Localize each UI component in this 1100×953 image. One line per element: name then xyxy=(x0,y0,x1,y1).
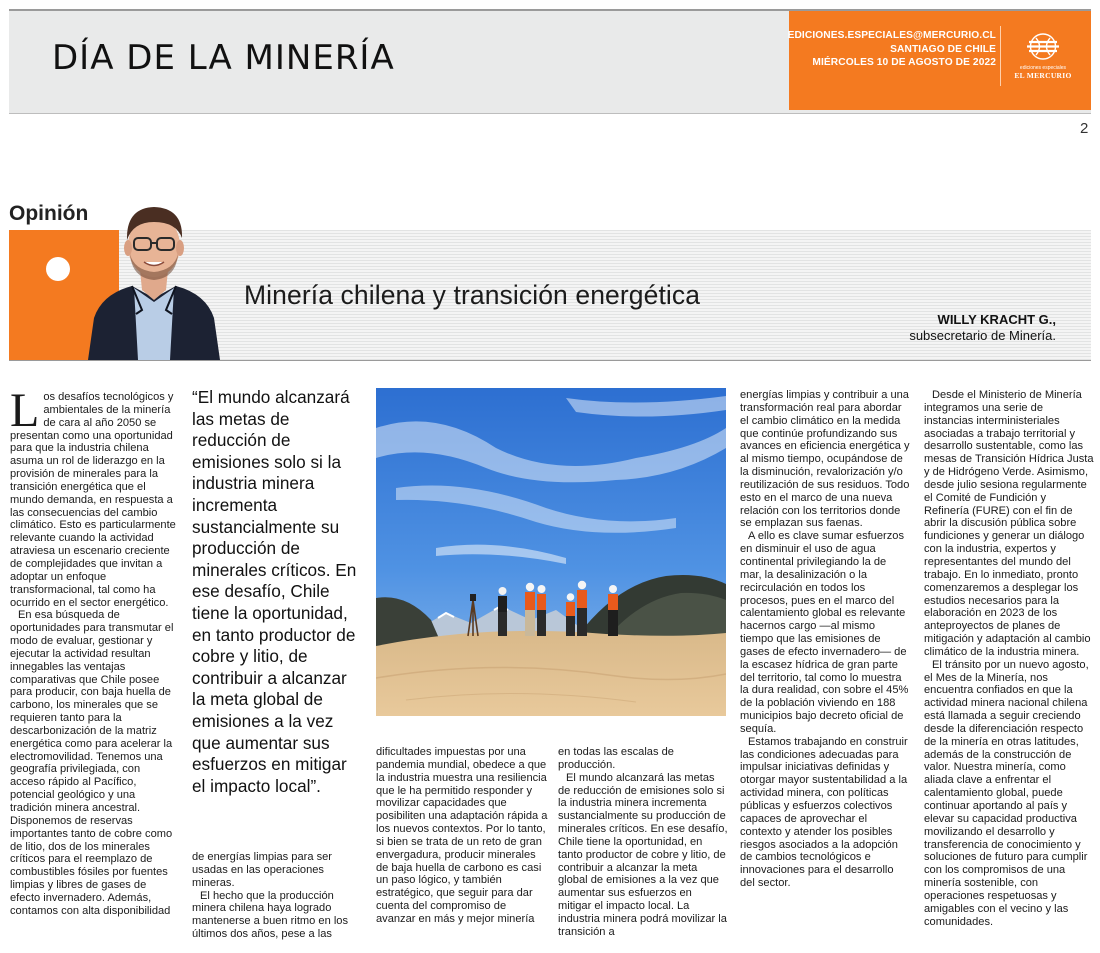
section-title: DÍA DE LA MINERÍA xyxy=(52,38,395,78)
article-column-4 xyxy=(558,746,728,939)
author-role: subsecretario de Minería. xyxy=(909,328,1056,343)
article-photo xyxy=(376,388,726,716)
header-date: MIÉRCOLES 10 DE AGOSTO DE 2022 xyxy=(812,57,996,69)
article-column-3 xyxy=(376,746,548,926)
article-paragraph: energías limpias y contribuir a una transformación real para abordar el cambio climático en la medida que continúe profundizando sus avances en eficiencia energética y al mismo tiempo, ocupándose de la disminución, revalorización y/o reutilización de sus residuos. Todo esto en el marco de una nueva relación con los territorios donde se emplazan sus faenas. xyxy=(740,389,910,530)
page-number: 2 xyxy=(1080,120,1089,137)
article-paragraph: El tránsito por un nuevo agosto, el Mes de la Minería, nos encuentra confiados en que la actividad minera nacional chilena está llamada a seguir creciendo desde la diferenciación respecto de la minería en otras latitudes, además de la construcción de valor. Nuestra minería, como aliada clave a enfrentar el calentamiento global, puede continuar aportando al país y elevar su capacidad productiva movilizando el desarrollo y transferencia de conocimiento y soluciones de futuro para cumplir con los compromisos de una minería sostenible, con operaciones respetuosas y amigables con el vecino y las comunidades. xyxy=(924,658,1089,928)
article-paragraph: de energías limpias para ser usadas en las operaciones mineras. xyxy=(192,851,332,889)
article-column-6 xyxy=(924,389,1094,928)
logo-subtitle: ediciones especiales xyxy=(1019,65,1067,71)
article-column-1 xyxy=(10,384,178,918)
article-paragraph: Desde el Ministerio de Minería integramos una serie de instancias interministeriales asociadas a trabajo territorial y desarrollo sustentable, como las mesas de Transición Hídrica Justa y de Hidrógeno Verde. Asimismo, desde julio sesiona regularmente el Comité de Fundición y Refinería (FURE) con el fin de abrir la discusión pública sobre fundiciones y generar un diálogo con la industria, expertos y representantes del mundo del trabajo. En lo inmediato, pronto comenzaremos a desplegar los estudios necesarios para la elaboración en 2023 de los anteproyectos de planes de mitigación y adaptación al cambio climático de la industria minera. xyxy=(924,389,1094,658)
author-portrait xyxy=(84,198,224,360)
article-paragraph: El mundo alcanzará las metas de reducción de emisiones solo si la industria minera incrementa sustancialmente su producción de minerales críticos. En ese desafío, Chile tiene la oportunidad, en tanto productor de cobre y litio, de contribuir a alcanzar la meta global de emisiones a la vez que aumentar sus esfuerzos en mitigar el impacto local. La industria minera podrá movilizar la transición a xyxy=(558,771,728,938)
header-divider xyxy=(1000,26,1001,86)
accent-dot xyxy=(46,257,70,281)
article-column-5 xyxy=(740,389,910,890)
header-rule xyxy=(9,113,1091,114)
article-paragraph: En esa búsqueda de oportunidades para transmutar el modo de evaluar, gestionar y ejecutar la actividad resultan innegables las ventajas comparativas que Chile posee para producir, con baja huella de carbono, los minerales que se requieren tanto para la descarbonización de la matriz energética como para acelerar la electromovilidad. Tenemos una geografía privilegiada, con acceso rápido al Pacífico, potencial geológico y una tradición minera ancestral. Disponemos de reservas importantes tanto de cobre como de litio, dos de los minerales críticos para el reemplazo de combustibles fósiles por fuentes limpias y libres de gases de efecto invernadero. Además, contamos con alta disponibilidad xyxy=(10,609,174,917)
drop-cap: L xyxy=(10,384,40,437)
header-email[interactable]: EDICIONES.ESPECIALES@MERCURIO.CL xyxy=(787,30,996,41)
header-city: SANTIAGO DE CHILE xyxy=(890,43,996,55)
logo-mark-icon xyxy=(1023,33,1063,60)
pull-quote: “El mundo alcanzará las metas de reducción de emisiones solo si la industria minera incrementa sustancialmente su producción de minerales críticos. En ese desafío, Chile tiene la oportunidad, en tanto productor de cobre y litio, de contribuir a alcanzar la meta global de emisiones a la vez que aumentar sus esfuerzos en mitigar el impacto local”. xyxy=(192,387,357,796)
header-info xyxy=(788,29,996,70)
el-mercurio-logo xyxy=(1010,33,1076,80)
article-paragraph: dificultades impuestas por una pandemia mundial, obedece a que la industria muestra una resiliencia que le ha permitido responder y movilizar capacidades que posibiliten una adaptación rápida a los nuevos contextos. Por lo tanto, si bien se trata de un reto de gran envergadura, producir minerales de baja huella de carbono es casi un paso lógico, y también estratégico, que seguir para dar cuenta del compromiso de avanzar en más y mejor minería xyxy=(376,746,548,925)
banner-rule xyxy=(9,360,1091,361)
opinion-label: Opinión xyxy=(9,202,89,225)
logo-name: EL MERCURIO xyxy=(1014,71,1072,80)
article-paragraph: El hecho que la producción minera chilena haya logrado mantenerse a buen ritmo en los últimos dos años, pese a las xyxy=(192,889,349,941)
article-column-2 xyxy=(192,851,364,941)
article-title: Minería chilena y transición energética xyxy=(244,280,701,310)
article-paragraph: Estamos trabajando en construir las condiciones adecuadas para impulsar iniciativas definidas y otorgar mayor sustentabilidad a la actividad minera, con políticas públicas y esfuerzos colectivos capaces de aprovechar el contexto y atender los posibles riesgos asociados a la adopción de cambios tecnológicos e innovaciones para el desarrollo del sector. xyxy=(740,735,908,890)
author-name: WILLY KRACHT G., xyxy=(937,312,1056,327)
article-paragraph: A ello es clave sumar esfuerzos en disminuir el uso de agua continental privilegiando la de mar, la desalinización o la recirculación en todos los procesos, pues en el marco del calentamiento global es relevante hacernos cargo —al mismo tiempo que las emisiones de gases de efecto invernadero— de la escasez hídrica de gran parte del territorio, tal como lo muestra la dura realidad, con sobre el 45% de la población viviendo en 188 municipios bajo decreto oficial de sequía. xyxy=(740,530,909,735)
article-paragraph: en todas las escalas de producción. xyxy=(558,746,674,771)
article-paragraph: os desafíos tecnológicos y ambientales de la minería de cara al año 2050 se presentan como una oportunidad para que la industria chilena asuma un rol de liderazgo en la provisión de minerales para la transición energética que el mundo demanda, en respuesta a las consecuencias del cambio climático. Esto es particularmente relevante cuando la actividad atraviesa un escenario creciente de complejidades que invitan a adoptar un enfoque transformacional, tal como ha ocurrido en el sector energético. xyxy=(10,391,176,609)
